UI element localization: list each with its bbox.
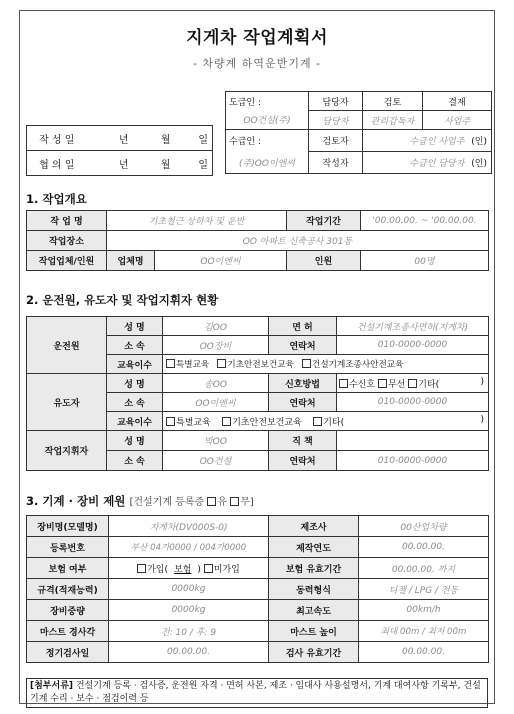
spec-label-capacity: 규격(적재능력) xyxy=(27,579,109,600)
spec-label-tilt: 마스트 경사각 xyxy=(27,621,109,642)
driver-org-label: 소 속 xyxy=(107,336,163,355)
written-date-label: 작 성 일 xyxy=(27,126,87,151)
guide-signal-options xyxy=(337,374,489,393)
period-field[interactable]: '00.00.00. ~ '00.00.00. xyxy=(361,211,489,231)
spec-label-ins-period: 보험 유효기간 xyxy=(269,558,359,579)
guide-edu-label: 교육이수 xyxy=(107,412,163,431)
spec-value-tilt[interactable]: 전: 10 / 후: 9 xyxy=(109,621,269,642)
spec-value-capacity[interactable]: 0000kg xyxy=(109,579,269,600)
agreed-date-label: 협 의 일 xyxy=(27,151,87,176)
spec-label-mast-height: 마스트 높이 xyxy=(269,621,359,642)
place-label: 작업장소 xyxy=(27,231,107,251)
section3-heading: 3. 기계 · 장비 제원 xyxy=(26,494,126,508)
driver-contact-field[interactable]: 010-0000-0000 xyxy=(337,336,489,355)
commander-name-field[interactable]: 박OO xyxy=(163,431,269,451)
work-name-field[interactable]: 기초철근 상하차 및 운반 xyxy=(107,211,287,231)
driver-name-field[interactable]: 김OO xyxy=(163,317,269,336)
document-title: 지게차 작업계획서 xyxy=(186,28,328,48)
equipment-spec-table xyxy=(26,515,489,663)
agreed-year[interactable]: 년 xyxy=(87,151,129,176)
sugeupin-label: 수급인 : xyxy=(226,130,309,152)
spec-label-inspection: 정기검사일 xyxy=(27,642,109,663)
commander-contact-label: 연락처 xyxy=(269,451,337,471)
spec-value-insurance xyxy=(109,558,269,579)
people-label: 인원 xyxy=(287,251,361,271)
col-manager: 담당자 xyxy=(309,92,363,111)
sign-manager[interactable]: 담당자 xyxy=(309,111,363,130)
company-label: 작업업체/인원 xyxy=(27,251,107,271)
company-name-field[interactable]: OO이엔씨 xyxy=(155,251,287,271)
commander-title-label: 직 책 xyxy=(269,431,337,451)
col-review: 검토 xyxy=(363,92,423,111)
agreed-month[interactable]: 월 xyxy=(129,151,171,176)
signal-other-checkbox[interactable]: 기타( xyxy=(408,380,439,390)
author-cell[interactable] xyxy=(363,152,492,174)
dogeupin-value[interactable]: OO건설(주) xyxy=(226,111,309,130)
reviewer-label: 검토자 xyxy=(309,130,363,152)
spec-value-power[interactable]: 디젤 / LPG / 전동 xyxy=(359,579,489,600)
author-label: 작성자 xyxy=(309,152,363,174)
guide-edu-basic-checkbox[interactable]: 기초안전보건교육 xyxy=(222,418,302,428)
spec-label-maker: 제조사 xyxy=(269,516,359,537)
guide-contact-field[interactable]: 010-0000-0000 xyxy=(337,393,489,412)
written-day[interactable]: 일 xyxy=(171,126,213,151)
guide-edu-options xyxy=(163,412,489,431)
driver-contact-label: 연락처 xyxy=(269,336,337,355)
commander-contact-field[interactable]: 010-0000-0000 xyxy=(337,451,489,471)
driver-edu-operator-checkbox[interactable]: 건설기계조종사안전교육 xyxy=(302,360,403,370)
driver-edu-options xyxy=(163,355,489,374)
guide-org-label: 소 속 xyxy=(107,393,163,412)
approval-table xyxy=(225,91,492,174)
reviewer-value: 수급인 사업주 xyxy=(409,137,465,147)
driver-name-label: 성 명 xyxy=(107,317,163,336)
guide-org-field[interactable]: OO이엔씨 xyxy=(163,393,269,412)
signal-hand-checkbox[interactable]: 수신호 xyxy=(339,380,375,390)
spec-label-insurance: 보험 여부 xyxy=(27,558,109,579)
spec-value-speed[interactable]: 00km/h xyxy=(359,600,489,621)
author-value: 수급인 담당자 xyxy=(409,159,465,169)
section3-heading-row xyxy=(26,493,254,509)
spec-label-weight: 장비중량 xyxy=(27,600,109,621)
spec-label-year: 제작연도 xyxy=(269,537,359,558)
written-year[interactable]: 년 xyxy=(87,126,129,151)
guide-edu-close: ) xyxy=(480,414,484,425)
agreed-day[interactable]: 일 xyxy=(171,151,213,176)
sign-supervisor[interactable]: 관리감독자 xyxy=(363,111,423,130)
insurance-join-checkbox[interactable]: 가입( 보험 ) xyxy=(137,565,201,575)
guide-name-field[interactable]: 송OO xyxy=(163,374,269,393)
reviewer-seal: (인) xyxy=(471,137,487,147)
guide-contact-label: 연락처 xyxy=(269,393,337,412)
registration-no-checkbox[interactable]: 무 xyxy=(230,497,250,508)
spec-value-weight[interactable]: 0000kg xyxy=(109,600,269,621)
work-name-label: 작 업 명 xyxy=(27,211,107,231)
sugeupin-value[interactable]: (주)OO이엔씨 xyxy=(226,152,309,174)
guide-label: 유도자 xyxy=(27,374,107,431)
guide-edu-other-checkbox[interactable]: 기타( xyxy=(313,418,344,428)
period-label: 작업기간 xyxy=(287,211,361,231)
spec-label-inspection-valid: 검사 유효기간 xyxy=(269,642,359,663)
commander-org-label: 소 속 xyxy=(107,451,163,471)
section2-heading: 2. 운전원, 유도자 및 작업지휘자 현황 xyxy=(26,293,219,307)
driver-edu-basic-checkbox[interactable]: 기초안전보건교육 xyxy=(217,360,293,370)
signal-other-close: ) xyxy=(480,376,484,387)
sign-owner[interactable]: 사업주 xyxy=(423,111,492,130)
commander-title-field[interactable] xyxy=(337,431,489,451)
commander-org-field[interactable]: OO건설 xyxy=(163,451,269,471)
driver-edu-label: 교육이수 xyxy=(107,355,163,374)
driver-edu-special-checkbox[interactable]: 특별교육 xyxy=(166,360,209,370)
guide-signal-label: 신호방법 xyxy=(269,374,337,393)
section1-heading: 1. 작업개요 xyxy=(26,192,87,206)
spec-value-ins-period[interactable]: 00.00.00. 까지 xyxy=(359,558,489,579)
place-field[interactable]: OO 아파트 신축공사 301동 xyxy=(107,231,489,251)
col-approve: 결재 xyxy=(423,92,492,111)
attachments-text: 건설기계 등록 · 검사증, 운전원 자격 · 면허 사본, 제조 · 임대사 사용설명서, 기계 대여사항 기록부, 건설기계 수리 · 보수 · 점검이력 등 xyxy=(30,681,481,704)
personnel-table xyxy=(26,316,489,471)
commander-label: 작업지휘자 xyxy=(27,431,107,471)
document-subtitle: - 차량계 하역운반기계 - xyxy=(192,57,322,70)
signal-radio-checkbox[interactable]: 무선 xyxy=(378,380,405,390)
written-month[interactable]: 월 xyxy=(129,126,171,151)
guide-edu-special-checkbox[interactable]: 특별교육 xyxy=(166,418,211,428)
driver-label: 운전원 xyxy=(27,317,107,374)
spec-label-regno: 등록번호 xyxy=(27,537,109,558)
driver-license-field[interactable]: 건설기계조종사면허(지게차) xyxy=(337,317,489,336)
spec-value-inspection[interactable]: 00.00.00. xyxy=(109,642,269,663)
spec-value-maker[interactable]: 00산업차량 xyxy=(359,516,489,537)
guide-name-label: 성 명 xyxy=(107,374,163,393)
spec-value-year[interactable]: 00.00.00. xyxy=(359,537,489,558)
driver-license-label: 면 허 xyxy=(269,317,337,336)
work-overview-table xyxy=(26,210,489,271)
author-seal: (인) xyxy=(471,159,487,169)
spec-value-model[interactable]: 지게차(DV000S-0) xyxy=(109,516,269,537)
insurance-none-checkbox[interactable]: 미가입 xyxy=(204,565,240,575)
company-name-label: 업체명 xyxy=(107,251,155,271)
spec-value-mast-height[interactable]: 최대 00m / 최저 00m xyxy=(359,621,489,642)
people-field[interactable]: 00명 xyxy=(361,251,489,271)
spec-label-power: 동력형식 xyxy=(269,579,359,600)
driver-org-field[interactable]: OO장비 xyxy=(163,336,269,355)
attachments-label: [첨부서류] xyxy=(30,681,74,691)
spec-label-model: 장비명(모델명) xyxy=(27,516,109,537)
attachments-box xyxy=(26,678,488,708)
registration-note: [건설기계 등록증 유 무] xyxy=(129,497,254,508)
registration-yes-checkbox[interactable]: 유 xyxy=(207,497,227,508)
dates-table xyxy=(26,125,213,176)
reviewer-cell[interactable] xyxy=(363,130,492,152)
spec-label-speed: 최고속도 xyxy=(269,600,359,621)
commander-name-label: 성 명 xyxy=(107,431,163,451)
dogeupin-label: 도급인 : xyxy=(226,92,309,111)
spec-value-inspection-valid[interactable]: 00.00.00. xyxy=(359,642,489,663)
document-page xyxy=(19,10,495,704)
spec-value-regno[interactable]: 부산 04가0000 / 004가0000 xyxy=(109,537,269,558)
